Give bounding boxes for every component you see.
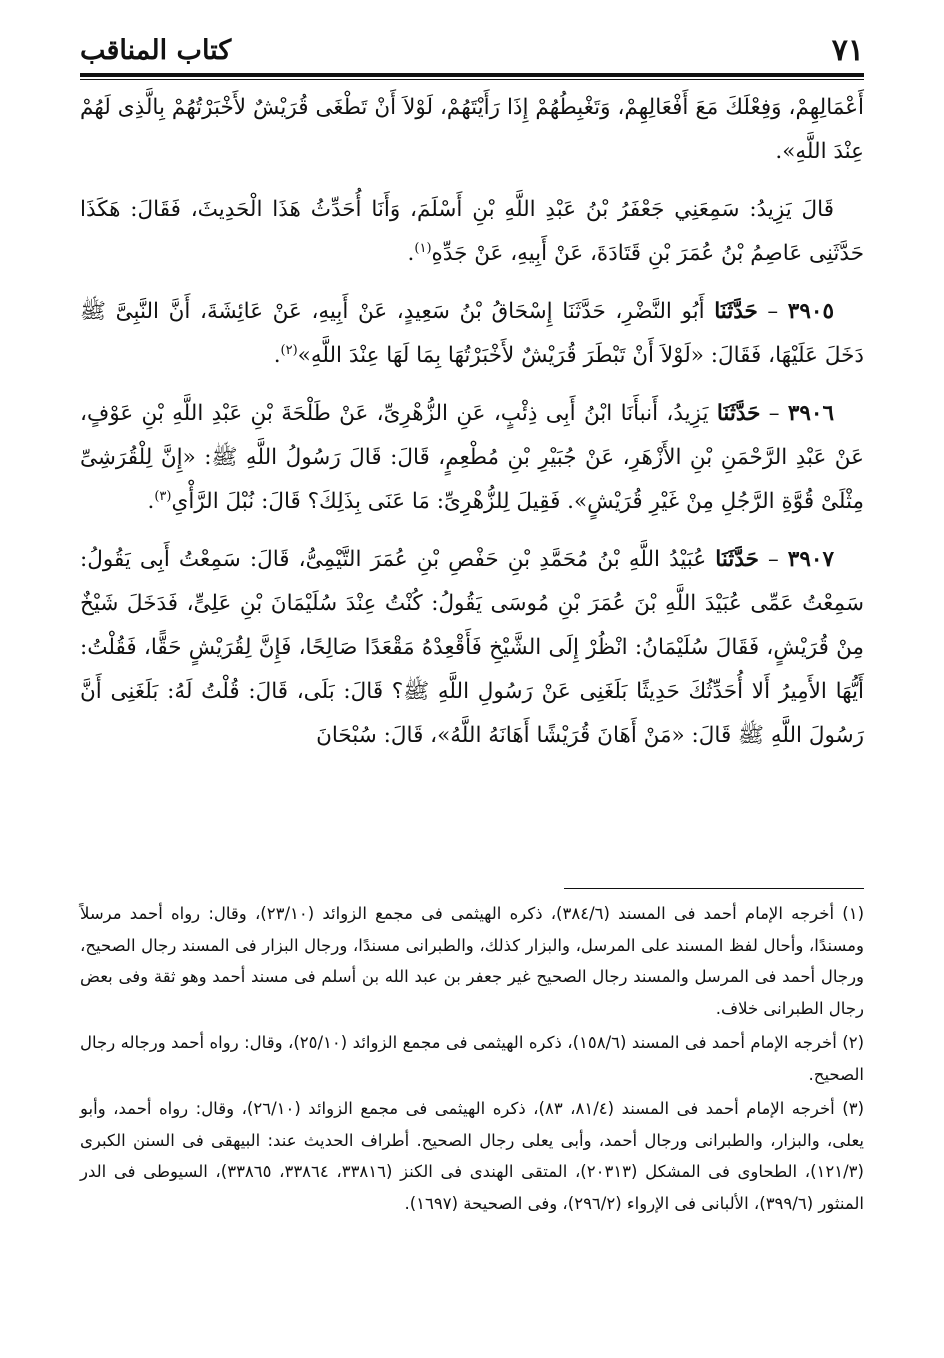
hadith-number: ٣٩٠٦ xyxy=(787,401,835,426)
hadith-paragraph: ٣٩٠٥ – حَدَّثَنَا أَبُو النَّضْرِ، حَدَّثَنَا إِسْحَاقُ بْنُ سَعِيدٍ، عَنْ أَبِيهِ، عَنْ عَائِشَةَ، أَنَّ النَّبِىَّ ﷺ دَخَلَ عَلَيْهَا، فَقَالَ: «لَوْلاَ أَنْ تَبْطَرَ قُرَيْشٌ لأَخْبَرْتُهَا بِمَا لَهَا عِنْدَ اللَّهِ»$^{(٢)}$. xyxy=(80,299,864,368)
hadith-number: ٣٩٠٧ xyxy=(787,547,834,572)
paragraph-text: عُبَيْدُ اللَّهِ بْنُ مُحَمَّدِ بْنِ حَفْصِ بْنِ عُمَرَ التَّيْمِىُّ، قَالَ: سَمِعْتُ أَبِى يَقُولُ: سَمِعْتُ عَمِّى عُبَيْدَ اللَّهِ بْنَ عُمَرَ بْنِ مُوسَى يَقُولُ: كُنْتُ عِنْدَ سُلَيْمَانَ بْنِ عَلِىٍّ، فَدَخَلَ شَيْخٌ مِنْ قُرَيْشٍ، فَقَالَ سُلَيْمَانُ: انْظُرْ إِلَى الشَّيْخِ فَأَقْعِدْهُ مَقْعَدًا صَالِحًا، فَإِنَّ لِقُرَيْشٍ حَقًّا، فَقُلْتُ: أَيُّهَا الأَمِيرُ أَلا أُحَدِّثُكَ حَدِيثًا بَلَغَنِى عَنْ رَسُولِ اللَّهِ ﷺ؟ قَالَ: بَلَى، قَالَ: قُلْتُ لَهُ: بَلَغَنِى أَنَّ رَسُولَ اللَّهِ ﷺ قَالَ: «مَنْ أَهَانَ قُرَيْشًا أَهَانَهُ اللَّهُ»، قَالَ: سُبْحَانَ xyxy=(80,547,864,748)
footnote-text: أخرجه الإمام أحمد فى المسند (١٥٨/٦)، ذكره الهيثمى فى مجمع الزوائد (٢٥/١٠)، وقال: رواه أحمد ورجاله رجال الصحيح. xyxy=(80,1033,864,1084)
footnote-ref: (٢) xyxy=(280,342,298,358)
footnote-ref: (١) xyxy=(414,240,432,256)
book-title: كتاب المناقب xyxy=(80,34,232,66)
hadith-number: ٣٩٠٥ xyxy=(787,299,834,324)
footnote-mark: (٢) xyxy=(842,1033,865,1052)
footnote-mark: (١) xyxy=(842,904,865,923)
paragraph-text: أَعْمَالِهِمْ، وَفِعْلَكَ مَعَ أَفْعَالِهِمْ، وَتَغْبِطُهُمْ إِذَا رَأَيْتَهُمْ، لَوْلاَ أَنْ تَطْغَى قُرَيْشٌ لأَخْبَرْتُهُمْ بِالَّذِى لَهُمْ عِنْدَ اللَّهِ». xyxy=(80,95,864,164)
paragraph-text: يَزِيدُ، أَنبأَنَا ابْنُ أَبِى ذِئْبٍ، عَنِ الزُّهْرِىِّ، عَنْ طَلْحَةَ بْنِ عَبْدِ اللَّهِ بْنِ عَوْفٍ، عَنْ عَبْدِ الرَّحْمَنِ بْنِ الأَزْهَرِ، عَنْ جُبَيْرِ بْنِ مُطْعِمٍ، قَالَ: قَالَ رَسُولُ اللَّهِ ﷺ: «إِنَّ لِلْقُرَشِىِّ مِثْلَىْ قُوَّةِ الرَّجُلِ مِنْ غَيْرِ قُرَيْشٍ». فَقِيلَ لِلزُّهْرِىِّ: مَا عَنَى بِذَلِكَ؟ قَالَ: نُبْلَ الرَّأْىِ xyxy=(80,401,864,514)
hadith-lead: حَدَّثَنَا xyxy=(715,547,759,572)
header-rule-thick xyxy=(80,73,864,77)
paragraph: قَالَ يَزِيدُ: سَمِعَنِي جَعْفَرُ بْنُ عَبْدِ اللَّهِ بْنِ أَسْلَمَ، وَأَنَا أُحَدِّثُ هَذَا الْحَدِيثَ، فَقَالَ: هَكَذَا حَدَّثَنِى عَاصِمُ بْنُ عُمَرَ بْنِ قَتَادَةَ، عَنْ أَبِيهِ، عَنْ جَدِّهِ$^{(١)}$. xyxy=(80,197,864,266)
hadith-paragraph: ٣٩٠٦ – حَدَّثَنَا يَزِيدُ، أَنبأَنَا ابْنُ أَبِى ذِئْبٍ، عَنِ الزُّهْرِىِّ، عَنْ طَلْحَةَ بْنِ عَبْدِ اللَّهِ بْنِ عَوْفٍ، عَنْ عَبْدِ الرَّحْمَنِ بْنِ الأَزْهَرِ، عَنْ جُبَيْرِ بْنِ مُطْعِمٍ، قَالَ: قَالَ رَسُولُ اللَّهِ ﷺ: «إِنَّ لِلْقُرَشِىِّ مِثْلَىْ قُوَّةِ الرَّجُلِ مِنْ غَيْرِ قُرَيْشٍ». فَقِيلَ لِلزُّهْرِىِّ: مَا عَنَى بِذَلِكَ؟ قَالَ: نُبْلَ الرَّأْىِ$^{(٣)}$. xyxy=(80,401,864,514)
hadith-paragraph: ٣٩٠٧ – حَدَّثَنَا عُبَيْدُ اللَّهِ بْنُ مُحَمَّدِ بْنِ حَفْصِ بْنِ عُمَرَ التَّيْمِىُّ، قَالَ: سَمِعْتُ أَبِى يَقُولُ: سَمِعْتُ عَمِّى عُبَيْدَ اللَّهِ بْنَ عُمَرَ بْنِ مُوسَى يَقُولُ: كُنْتُ عِنْدَ سُلَيْمَانَ بْنِ عَلِىٍّ، فَدَخَلَ شَيْخٌ مِنْ قُرَيْشٍ، فَقَالَ سُلَيْمَانُ: انْظُرْ إِلَى الشَّيْخِ فَأَقْعِدْهُ مَقْعَدًا صَالِحًا، فَإِنَّ لِقُرَيْشٍ حَقًّا، فَقُلْتُ: أَيُّهَا الأَمِيرُ أَلا أُحَدِّثُكَ حَدِيثًا بَلَغَنِى عَنْ رَسُولِ اللَّهِ ﷺ؟ قَالَ: بَلَى، قَالَ: قُلْتُ لَهُ: بَلَغَنِى أَنَّ رَسُولَ اللَّهِ ﷺ قَالَ: «مَنْ أَهَانَ قُرَيْشًا أَهَانَهُ اللَّهُ»، قَالَ: سُبْحَانَ xyxy=(80,547,864,748)
footnote-ref: (٣) xyxy=(154,488,172,504)
footnote xyxy=(80,898,864,1024)
page-number: ٧١ xyxy=(831,32,864,68)
footnote xyxy=(80,1093,864,1219)
header-rule-thin xyxy=(80,79,864,80)
footnote-separator xyxy=(564,888,864,889)
main-text xyxy=(80,86,864,772)
paragraph xyxy=(80,86,864,174)
footnote-mark: (٣) xyxy=(842,1099,864,1118)
footnote xyxy=(80,1027,864,1090)
footnote-text: أخرجه الإمام أحمد فى المسند (٨١/٤، ٨٣)، ذكره الهيثمى فى مجمع الزوائد (٢٦/١٠)، وقال: رواه أحمد، وأبو يعلى، والبزار، والطبرانى ورجال أحمد، وأبى يعلى رجال الصحيح. أطراف الحديث عند: البيهقى فى السنن الكبرى (١٢١/٣)، الطحاوى فى المشكل (٢٠٣١٣)، المتقى الهندى فى الكنز (٣٣٨١٦، ٣٣٨٦٤، ٣٣٨٦٥)، السيوطى فى الدر المنثور (٣٩٩/٦)، الألبانى فى الإرواء (٢٩٦/٢)، وفى الصحيحة (١٦٩٧). xyxy=(80,1099,864,1213)
paragraph-text: أَبُو النَّضْرِ، حَدَّثَنَا إِسْحَاقُ بْنُ سَعِيدٍ، عَنْ أَبِيهِ، عَنْ عَائِشَةَ، أَنَّ النَّبِىَّ ﷺ دَخَلَ عَلَيْهَا، فَقَالَ: «لَوْلاَ أَنْ تَبْطَرَ قُرَيْشٌ لأَخْبَرْتُهَا بِمَا لَهَا عِنْدَ اللَّهِ» xyxy=(80,299,864,368)
page-header xyxy=(80,28,864,72)
hadith-lead: حَدَّثَنَا xyxy=(714,299,758,324)
hadith-lead: حَدَّثَنَا xyxy=(716,401,761,426)
paragraph-text: قَالَ يَزِيدُ: سَمِعَنِي جَعْفَرُ بْنُ عَبْدِ اللَّهِ بْنِ أَسْلَمَ، وَأَنَا أُحَدِّثُ هَذَا الْحَدِيثَ، فَقَالَ: هَكَذَا حَدَّثَنِى عَاصِمُ بْنُ عُمَرَ بْنِ قَتَادَةَ، عَنْ أَبِيهِ، عَنْ جَدِّهِ xyxy=(80,197,864,266)
footnotes xyxy=(80,898,864,1222)
footnote-text: أخرجه الإمام أحمد فى المسند (٣٨٤/٦)، ذكره الهيثمى فى مجمع الزوائد (٢٣/١٠)، وقال: رواه أحمد مرسلاً ومسندًا، وأحال لفظ المسند على المرسل، والبزار كذلك، والطبرانى مسندًا، ورجال البزار فى المسند رجال الصحيح، ورجال أحمد فى المرسل والمسند رجال الصحيح غير جعفر بن عبد الله بن أسلم فى مسند أحمد وهو ثقة وفى بعض رجال الطبرانى خلاف. xyxy=(80,904,864,1018)
